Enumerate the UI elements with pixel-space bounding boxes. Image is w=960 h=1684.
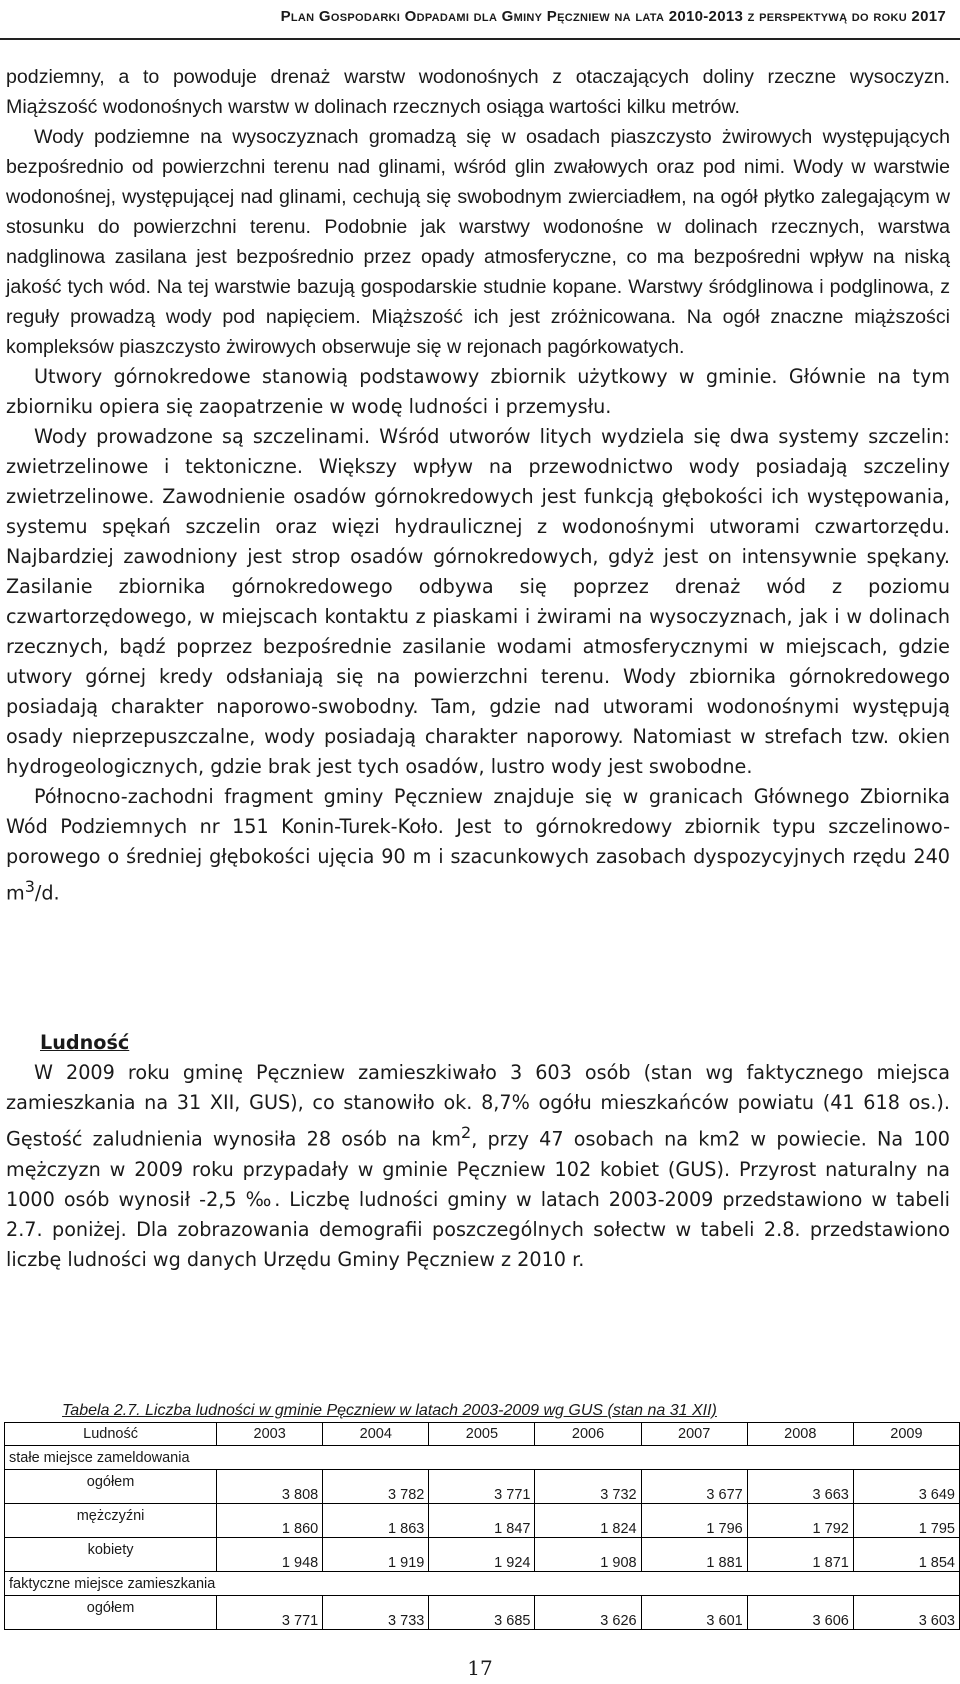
- table-cell: 3 677: [641, 1470, 747, 1504]
- paragraph-drainage: podziemny, a to powoduje drenaż warstw wodonośnych z otaczających doliny rzeczne wysoczyzn. Miąższość wodonośnych warstw w dolinach rzecznych osiąga wartości kilku metrów.: [6, 66, 950, 118]
- table-row: [5, 1470, 960, 1504]
- table-cell: 1 908: [535, 1538, 641, 1572]
- row-label: ogółem: [5, 1470, 217, 1504]
- population-superscript: 2: [461, 1123, 472, 1143]
- table-caption: Tabela 2.7. Liczba ludności w gminie Pęczniew w latach 2003-2009 wg GUS (stan na 31 XII): [62, 1402, 717, 1419]
- table-cell: 3 733: [323, 1596, 429, 1630]
- table-cell: 1 924: [429, 1538, 535, 1572]
- group-row-actual: [5, 1572, 960, 1596]
- table-cell: 3 603: [853, 1596, 959, 1630]
- table-cell: 1 792: [747, 1504, 853, 1538]
- table-cell: 1 863: [323, 1504, 429, 1538]
- gzwp-text-end: /d.: [34, 881, 60, 905]
- document-body: [6, 62, 950, 1275]
- table-cell: 3 732: [535, 1470, 641, 1504]
- table-cell: 1 795: [853, 1504, 959, 1538]
- population-text: W 2009 roku gminę Pęczniew zamieszkiwało 3 603 osób (stan wg faktycznego miejsca zamieszkania na 31 XII, GUS), co stanowiło ok. 8,7% ogółu mieszkańców powiatu (41 618 os.). Gęstość zaludnienia wynosiła 28 osób na km: [6, 1061, 950, 1151]
- group-row-registered: [5, 1446, 960, 1470]
- row-label: ogółem: [5, 1596, 217, 1630]
- header-cell: 2006: [535, 1423, 641, 1446]
- table-row: [5, 1596, 960, 1630]
- table-cell: 1 796: [641, 1504, 747, 1538]
- table-cell: 1 860: [217, 1504, 323, 1538]
- table-cell: 1 948: [217, 1538, 323, 1572]
- running-header: [0, 0, 960, 40]
- group-label: faktyczne miejsce zamieszkania: [5, 1572, 960, 1596]
- header-cell: 2004: [323, 1423, 429, 1446]
- gzwp-superscript: 3: [24, 877, 35, 896]
- paragraph-upland-waters: [6, 122, 950, 362]
- table-cell: 3 663: [747, 1470, 853, 1504]
- paragraph-cretaceous-reservoir: Utwory górnokredowe stanowią podstawowy zbiornik użytkowy w gminie. Głównie na tym zbiorniku opiera się zaopatrzenie w wodę ludności i przemysłu.: [6, 365, 950, 418]
- paragraph-gzwp: [6, 782, 950, 908]
- table-cell: 3 606: [747, 1596, 853, 1630]
- paragraph-upland-waters-b: Wody w warstwie wodonośnej, występującej nad glinami, cechują się swobodnym zwierciadłem, na ogół płytko zalegającym w stosunku do powierzchni terenu. Podobnie jak warstwy wodonośne w dolinach rzecznych, warstwa nadglinowa zasilana jest bezpośrednio przez opady atmosferyczne, co ma bezpośredni wpływ na niską jakość tych wód. Na tej warstwie bazują gospodarskie studnie kopane. Warstwy śródglinowa i podglinowa, z reguły prowadzą wody pod napięciem. Miąższość ich jest zróżnicowana. Na ogół znaczne miąższości kompleksów piaszczysto żwirowych obserwuje się w rejonach pagórkowatych.: [6, 156, 950, 358]
- paragraph-upland-waters-a: Wody podziemne na wysoczyznach gromadzą się w osadach piaszczysto żwirowych występujących bezpośrednio od powierzchni terenu nad glinami, wśród glin zwałowych oraz pod nimi.: [6, 126, 950, 178]
- population-table: [4, 1422, 960, 1630]
- page-number: 17: [467, 1656, 493, 1680]
- header-cell: 2007: [641, 1423, 747, 1446]
- row-label: mężczyźni: [5, 1504, 217, 1538]
- header-cell: Ludność: [5, 1423, 217, 1446]
- header-cell: 2003: [217, 1423, 323, 1446]
- table-cell: 3 601: [641, 1596, 747, 1630]
- table-cell: 1 871: [747, 1538, 853, 1572]
- table-cell: 3 771: [429, 1470, 535, 1504]
- header-title: Plan Gospodarki Odpadami dla Gminy Pęczniew na lata 2010-2013 z perspektywą do roku 2017: [280, 8, 946, 25]
- population-text-end: , przy 47 osobach na km2 w powiecie. Na 100 mężczyzn w 2009 roku przypadały w gminie Pęczniew 102 kobiet (GUS). Przyrost naturalny na 1000 osób wynosił -2,5 ‰. Liczbę ludności gminy w latach 2003-2009 przedstawiono w tabeli 2.7. poniżej. Dla zobrazowania demografii poszczególnych sołectw w tabeli 2.8. przedstawiono liczbę ludności wg danych Urzędu Gminy Pęczniew z 2010 r.: [6, 1127, 950, 1271]
- table-cell: 3 685: [429, 1596, 535, 1630]
- table-cell: 3 808: [217, 1470, 323, 1504]
- table-row: [5, 1538, 960, 1572]
- gzwp-text: Północno-zachodni fragment gminy Pęczniew znajduje się w granicach Głównego Zbiornika Wód Podziemnych nr 151 Konin-Turek-Koło. Jest to górnokredowy zbiornik typu szczelinowo-porowego o średniej głębokości ujęcia 90 m i szacunkowych zasobach dyspozycyjnych rzędu 240 m: [6, 785, 950, 905]
- table-row: [5, 1504, 960, 1538]
- paragraph-fissures: Wody prowadzone są szczelinami. Wśród utworów litych wydziela się dwa systemy szczelin: zwietrzelinowe i tektoniczne. Większy wpływ na przewodnictwo wody posiadają szczeliny zwietrzelinowe. Zawodnienie osadów górnokredowych jest funkcją głębokości ich występowania, systemu spękań szczelin oraz więzi hydraulicznej z wodonośnymi utworami czwartorzędu. Najbardziej zawodniony jest strop osadów górnokredowych, gdyż jest on intensywnie spękany. Zasilanie zbiornika górnokredowego odbywa się poprzez drenaż wód z poziomu czwartorzędowego, w miejscach kontaktu z piaskami i żwirami na wysoczyznach, jak i w dolinach rzecznych, bądź poprzez bezpośrednie zasilanie wodami atmosferycznymi w miejscach, gdzie utwory górnej kredy odsłaniają się na powierzchni terenu. Wody zbiornika górnokredowego posiadają charakter naporowo-swobodny. Tam, gdzie nad utworami wodonośnymi występują osady nieprzepuszczalne, wody posiadają charakter naporowy. Natomiast w strefach tzw. okien hydrogeologicznych, gdzie brak jest tych osadów, lustro wody jest swobodne.: [6, 425, 950, 778]
- table-cell: 3 771: [217, 1596, 323, 1630]
- group-label: stałe miejsce zameldowania: [5, 1446, 960, 1470]
- table-cell: 1 824: [535, 1504, 641, 1538]
- table-cell: 1 847: [429, 1504, 535, 1538]
- header-cell: 2005: [429, 1423, 535, 1446]
- table-cell: 1 854: [853, 1538, 959, 1572]
- table-cell: 1 881: [641, 1538, 747, 1572]
- paragraph-population: [6, 1058, 950, 1274]
- table-cell: 3 649: [853, 1470, 959, 1504]
- table-cell: 3 626: [535, 1596, 641, 1630]
- table-header-row: [5, 1423, 960, 1446]
- row-label: kobiety: [5, 1538, 217, 1572]
- table-cell: 1 919: [323, 1538, 429, 1572]
- header-cell: 2009: [853, 1423, 959, 1446]
- section-heading-ludnosc: Ludność: [40, 1031, 130, 1055]
- table-cell: 3 782: [323, 1470, 429, 1504]
- header-cell: 2008: [747, 1423, 853, 1446]
